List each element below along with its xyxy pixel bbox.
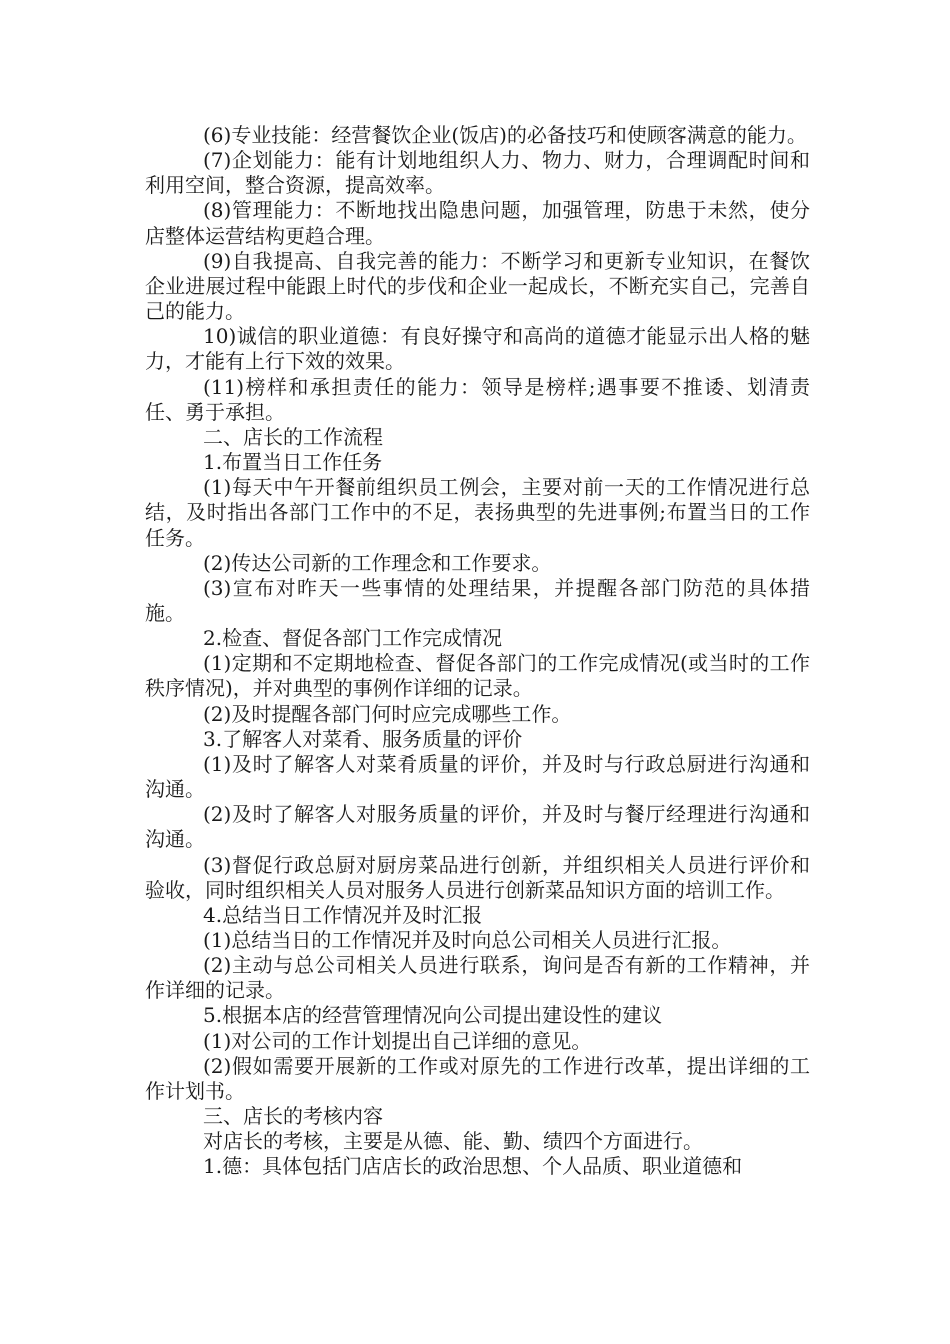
paragraph: (2)主动与总公司相关人员进行联系，询问是否有新的工作精神，并作详细的记录。 [145, 953, 810, 1003]
paragraph: (7)企划能力：能有计划地组织人力、物力、财力，合理调配时间和利用空间，整合资源，提高效率。 [145, 148, 810, 198]
paragraph: (11)榜样和承担责任的能力：领导是榜样;遇事要不推诿、划清责任、勇于承担。 [145, 374, 810, 424]
paragraph: 10)诚信的职业道德：有良好操守和高尚的道德才能显示出人格的魅力，才能有上行下效的效果。 [145, 324, 810, 374]
paragraph: (1)及时了解客人对菜肴质量的评价，并及时与行政总厨进行沟通和沟通。 [145, 751, 810, 802]
paragraph: (2)假如需要开展新的工作或对原先的工作进行改革，提出详细的工作计划书。 [145, 1053, 810, 1103]
subsection-heading: 2.检查、督促各部门工作完成情况 [203, 626, 503, 651]
section-heading: 二、店长的工作流程 [203, 424, 383, 449]
paragraph: (1)对公司的工作计划提出自己详细的意见。 [203, 1028, 592, 1053]
paragraph: (9)自我提高、自我完善的能力：不断学习和更新专业知识，在餐饮企业进展过程中能跟上时代的步伐和企业一起成长，不断充实自己，完善自己的能力。 [145, 248, 810, 324]
document-body [145, 123, 810, 1180]
subsection-heading: 3.了解客人对菜肴、服务质量的评价 [203, 726, 523, 751]
paragraph: (1)定期和不定期地检查、督促各部门的工作完成情况(或当时的工作秩序情况)，并对典型的事例作详细的记录。 [145, 651, 810, 701]
paragraph: (2)传达公司新的工作理念和工作要求。 [203, 550, 552, 575]
paragraph: (8)管理能力：不断地找出隐患问题，加强管理，防患于未然，使分店整体运营结构更趋合理。 [145, 198, 810, 248]
paragraph: (3)宣布对昨天一些事情的处理结果，并提醒各部门防范的具体措施。 [145, 575, 810, 625]
subsection-heading: 5.根据本店的经营管理情况向公司提出建设性的建议 [203, 1003, 663, 1028]
paragraph: 1.德：具体包括门店店长的政治思想、个人品质、职业道德和 [203, 1154, 743, 1179]
subsection-heading: 4.总结当日工作情况并及时汇报 [203, 902, 483, 927]
section-heading: 三、店长的考核内容 [203, 1104, 383, 1129]
subsection-heading: 1.布置当日工作任务 [203, 450, 383, 475]
paragraph: (1)每天中午开餐前组织员工例会，主要对前一天的工作情况进行总结，及时指出各部门工作中的不足，表扬典型的先进事例;布置当日的工作任务。 [145, 475, 810, 550]
paragraph: (1)总结当日的工作情况并及时向总公司相关人员进行汇报。 [203, 928, 732, 952]
paragraph: (6)专业技能：经营餐饮企业(饭店)的必备技巧和使顾客满意的能力。 [203, 123, 807, 147]
paragraph: (2)及时提醒各部门何时应完成哪些工作。 [203, 701, 572, 726]
paragraph: (2)及时了解客人对服务质量的评价，并及时与餐厅经理进行沟通和沟通。 [145, 802, 810, 852]
paragraph: 对店长的考核，主要是从德、能、勤、绩四个方面进行。 [203, 1129, 703, 1154]
paragraph: (3)督促行政总厨对厨房菜品进行创新，并组织相关人员进行评价和验收，同时组织相关人员对服务人员进行创新菜品知识方面的培训工作。 [145, 852, 810, 902]
